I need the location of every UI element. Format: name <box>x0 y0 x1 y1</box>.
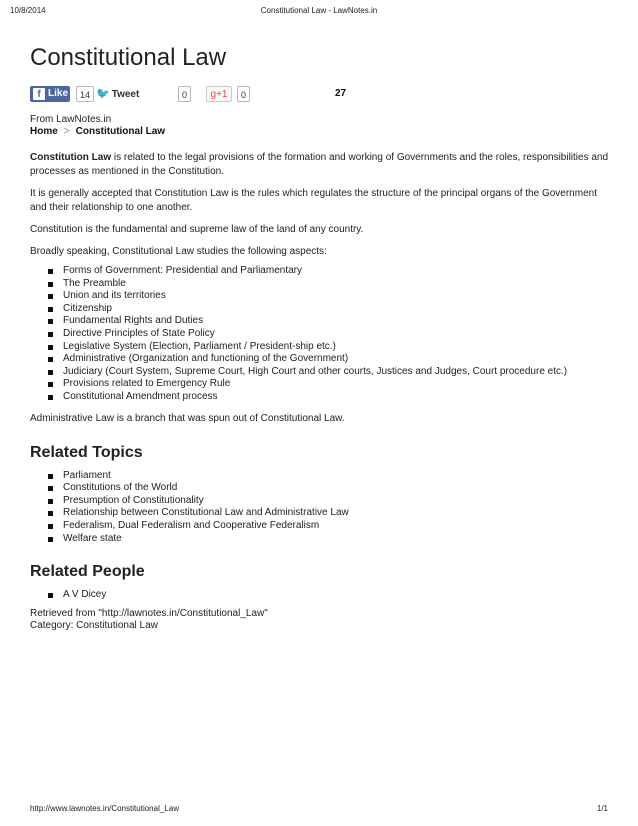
intro-paragraph <box>30 151 610 179</box>
related-person-link[interactable]: A V Dicey <box>48 589 610 602</box>
print-footer <box>30 804 608 816</box>
chevron-right-icon: > <box>63 126 70 137</box>
article <box>30 42 610 632</box>
facebook-like-button[interactable] <box>30 86 70 102</box>
list-item: Legislative System (Election, Parliament / President-ship etc.) <box>48 341 610 354</box>
list-item: Judiciary (Court System, Supreme Court, High Court and other courts, Justices and Judges, Court procedure etc.) <box>48 366 610 379</box>
list-item: Citizenship <box>48 303 610 316</box>
paragraph: Constitution is the fundamental and supreme law of the land of any country. <box>30 224 364 235</box>
tweet-button[interactable] <box>96 86 144 102</box>
related-topic-link[interactable]: Parliament <box>48 470 610 483</box>
list-item: Forms of Government: Presidential and Parliamentary <box>48 265 610 278</box>
page-title: Constitutional Law <box>30 44 227 71</box>
related-topics-heading: Related Topics <box>30 443 143 461</box>
google-plus-button[interactable] <box>206 86 232 102</box>
list-item: Provisions related to Emergency Rule <box>48 378 610 391</box>
breadcrumb-home-link[interactable]: Home <box>30 126 58 137</box>
gplus-count: 0 <box>237 86 250 102</box>
related-topics-list <box>30 470 610 546</box>
list-item: Fundamental Rights and Duties <box>48 315 610 328</box>
list-item: Administrative (Organization and functioning of the Government) <box>48 353 610 366</box>
print-header <box>10 6 628 18</box>
gplus-label: +1 <box>216 89 228 100</box>
intro-text: is related to the legal provisions of the formation and working of Governments and the roles, responsibilities and processes as mentioned in the Constitution. <box>30 152 609 177</box>
related-people-list <box>30 589 610 602</box>
related-people-heading: Related People <box>30 563 145 581</box>
like-label: Like <box>48 88 69 99</box>
related-topic-link[interactable]: Federalism, Dual Federalism and Cooperative Federalism <box>48 520 610 533</box>
breadcrumb-current: Constitutional Law <box>75 126 166 137</box>
list-item: Union and its territories <box>48 290 610 303</box>
intro-bold-term: Constitution Law <box>30 152 112 163</box>
share-bar <box>30 84 610 104</box>
facebook-icon: f <box>33 88 45 100</box>
related-topic-link[interactable]: Constitutions of the World <box>48 482 610 495</box>
retrieved-from: Retrieved from "http://lawnotes.in/Constitutional_Law" <box>30 607 268 619</box>
page-number: 1/1 <box>596 804 608 813</box>
like-count: 14 <box>76 86 94 102</box>
paragraph: Broadly speaking, Constitutional Law studies the following aspects: <box>30 246 327 257</box>
related-topic-link[interactable]: Welfare state <box>48 533 610 546</box>
aspects-list <box>30 265 610 404</box>
tweet-label: Tweet <box>111 89 140 100</box>
twitter-icon: 🐦 <box>96 88 110 100</box>
list-item: Constitutional Amendment process <box>48 391 610 404</box>
gplus-icon: g <box>210 89 217 100</box>
related-topic-link[interactable]: Presumption of Constitutionality <box>48 495 610 508</box>
tweet-count: 0 <box>178 86 191 102</box>
print-url: http://www.lawnotes.in/Constitutional_Law <box>30 804 179 813</box>
related-topic-link[interactable]: Relationship between Constitutional Law and Administrative Law <box>48 507 610 520</box>
article-footer <box>30 608 610 632</box>
print-date: 10/8/2014 <box>10 6 46 15</box>
category-line: Category: Constitutional Law <box>30 619 158 631</box>
paragraph: Administrative Law is a branch that was spun out of Constitutional Law. <box>30 412 345 424</box>
paragraph: It is generally accepted that Constitution Law is the rules which regulates the structure of the principal organs of the Government and their relationship to one another. <box>30 188 597 213</box>
list-item: Directive Principles of State Policy <box>48 328 610 341</box>
share-total: 27 <box>335 88 347 99</box>
list-item: The Preamble <box>48 278 610 291</box>
print-page-title: Constitutional Law - LawNotes.in <box>260 6 378 15</box>
source-line: From LawNotes.in <box>30 114 112 125</box>
breadcrumb <box>30 126 610 137</box>
